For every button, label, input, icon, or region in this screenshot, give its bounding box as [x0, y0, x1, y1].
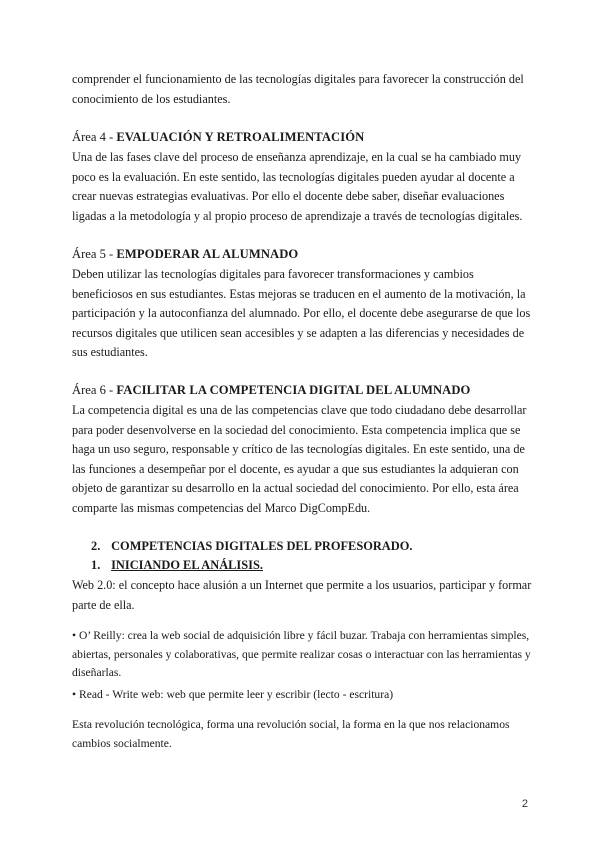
revolution-paragraph: Esta revolución tecnológica, forma una revolución social, la forma en la que nos relacionamos cambios socialmente. [72, 718, 510, 750]
subchapter-number: 1. [91, 558, 101, 572]
area-4-body: Una de las fases clave del proceso de enseñanza aprendizaje, en la cual se ha cambiado muy poco es la evaluación. En este sentido, las tecnologías digitales pueden ayudar al docente a crear nuevas estrategias evaluativas. Por ello el docente debe saber, diseñar evaluaciones ligadas a la metodología y al propio proceso de aprendizaje a través de tecnologías digitales. [72, 150, 523, 223]
subchapter-heading [91, 556, 263, 574]
area-6-title: FACILITAR LA COMPETENCIA DIGITAL DEL ALUMNADO [116, 383, 471, 397]
area-5-heading [72, 245, 532, 263]
area-5-label: Área 5 - [72, 247, 117, 261]
web20-paragraph: Web 2.0: el concepto hace alusión a un Internet que permite a los usuarios, participar y formar parte de ella. [72, 578, 532, 612]
area-4-heading [72, 128, 532, 146]
area-6-heading [72, 381, 532, 399]
area-5-body: Deben utilizar las tecnologías digitales para favorecer transformaciones y cambios beneficiosos en sus estudiantes. Estas mejoras se traducen en el aumento de la motivación, la participación y la autoconfianza del alumnado. Por ello, el docente debe asegurarse de que los recursos digitales que utilicen sean accesibles y se adapten a las diferencias y necesidades de sus estudiantes. [72, 267, 531, 359]
oreilly-bullet: • O’ Reilly: crea la web social de adquisición libre y fácil buzar. Trabaja con herramientas simples, abiertas, personales y colaborativas, que permite realizar cosas o interactuar con las herramientas y diseñarlas. [72, 629, 531, 680]
area-6-label: Área 6 - [72, 383, 117, 397]
area-4-label: Área 4 - [72, 130, 117, 144]
area-4-title: EVALUACIÓN Y RETROALIMENTACIÓN [116, 130, 365, 144]
intro-paragraph: comprender el funcionamiento de las tecnologías digitales para favorecer la construcción del conocimiento de los estudiantes. [72, 72, 524, 106]
page-number: 2 [521, 798, 528, 810]
subchapter-title: INICIANDO EL ANÁLISIS. [111, 558, 263, 572]
chapter-number: 2. [91, 539, 101, 553]
chapter-title: COMPETENCIAS DIGITALES DEL PROFESORADO. [111, 539, 413, 553]
chapter-heading [91, 537, 412, 555]
area-6-body: La competencia digital es una de las competencias clave que todo ciudadano debe desarrollar para poder desenvolverse en la sociedad del conocimiento. Esta competencia implica que se haga un uso seguro, responsable y crítico de las tecnologías digitales. En este sentido, una de las funciones a desempeñar por el docente, es ayudar a que sus estudiantes la adquieran con objeto de garantizar su desarrollo en la actual sociedad del conocimiento. Por ello, esta área comparte las mismas competencias del Marco DigCompEdu. [72, 403, 527, 515]
area-5-title: EMPODERAR AL ALUMNADO [116, 247, 299, 261]
readwrite-bullet: • Read - Write web: web que permite leer y escribir (lecto - escritura) [72, 688, 394, 701]
